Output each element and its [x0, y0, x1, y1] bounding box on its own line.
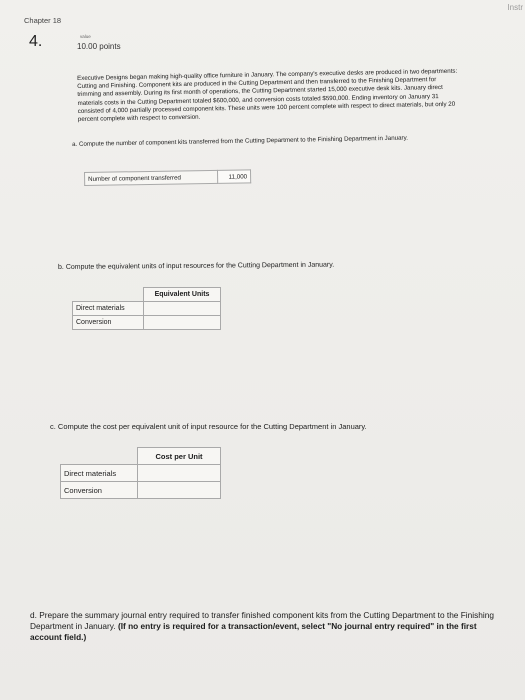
instructions-tab[interactable]: Instr: [507, 3, 523, 12]
part-d-block: [30, 610, 508, 644]
part-d-instruction: (If no entry is required for a transaction/event, select "No journal entry required" in the first account field.): [30, 621, 477, 643]
chapter-label: Chapter 18: [24, 16, 62, 25]
problem-text: Executive Designs began making high-quality office furniture in January. The company's executive desks are produced in two departments: Cutting and Finishing. Component kits are produced in the Cutting Department and then transferred to the Finishing Department for trimming and assembly. During its first month of operations, the Cutting Department started 15,000 executive desk kits. January direct materials costs in the Cutting Department totaled $600,000, and conversion costs totaled $590,000. Ending inventory on January 31 consisted of 4,000 partially processed component kits. These units were 100 percent complete with respect to direct materials, but only 20 percent complete with respect to conversion.: [77, 67, 458, 124]
part-a-row-label: Number of component transferred: [85, 170, 218, 185]
part-c-direct-materials-input[interactable]: [138, 465, 221, 482]
part-c-header: Cost per Unit: [138, 448, 221, 465]
part-c-row-conversion: Conversion: [61, 482, 138, 499]
part-b-header: Equivalent Units: [144, 288, 221, 302]
part-a-prompt: a. Compute the number of component kits transferred from the Cutting Department to the Finishing Department in January.: [72, 134, 408, 148]
part-c-conversion-input[interactable]: [138, 482, 221, 499]
value-label: value: [80, 34, 91, 39]
points-label: 10.00 points: [77, 42, 121, 51]
part-b-direct-materials-input[interactable]: [144, 302, 221, 316]
part-c-corner: [61, 448, 138, 465]
part-c-prompt: c. Compute the cost per equivalent unit of input resource for the Cutting Department in January.: [50, 422, 367, 431]
part-b-row-conversion: Conversion: [73, 316, 144, 330]
part-b-conversion-input[interactable]: [144, 316, 221, 330]
part-b-table: [72, 287, 221, 330]
part-c-table: [60, 447, 221, 499]
part-d-prompt: d. Prepare the summary journal entry required to transfer finished component kits from the Cutting Department to the Finishing Department in January.: [30, 610, 494, 632]
part-a-answer-input[interactable]: 11,000: [217, 170, 250, 184]
part-b-row-direct-materials: Direct materials: [73, 302, 144, 316]
part-b-prompt: b. Compute the equivalent units of input resources for the Cutting Department in January.: [58, 261, 335, 271]
part-c-row-direct-materials: Direct materials: [61, 465, 138, 482]
part-a-table: [84, 169, 251, 186]
question-number: 4.: [29, 33, 43, 50]
part-b-corner: [73, 288, 144, 302]
